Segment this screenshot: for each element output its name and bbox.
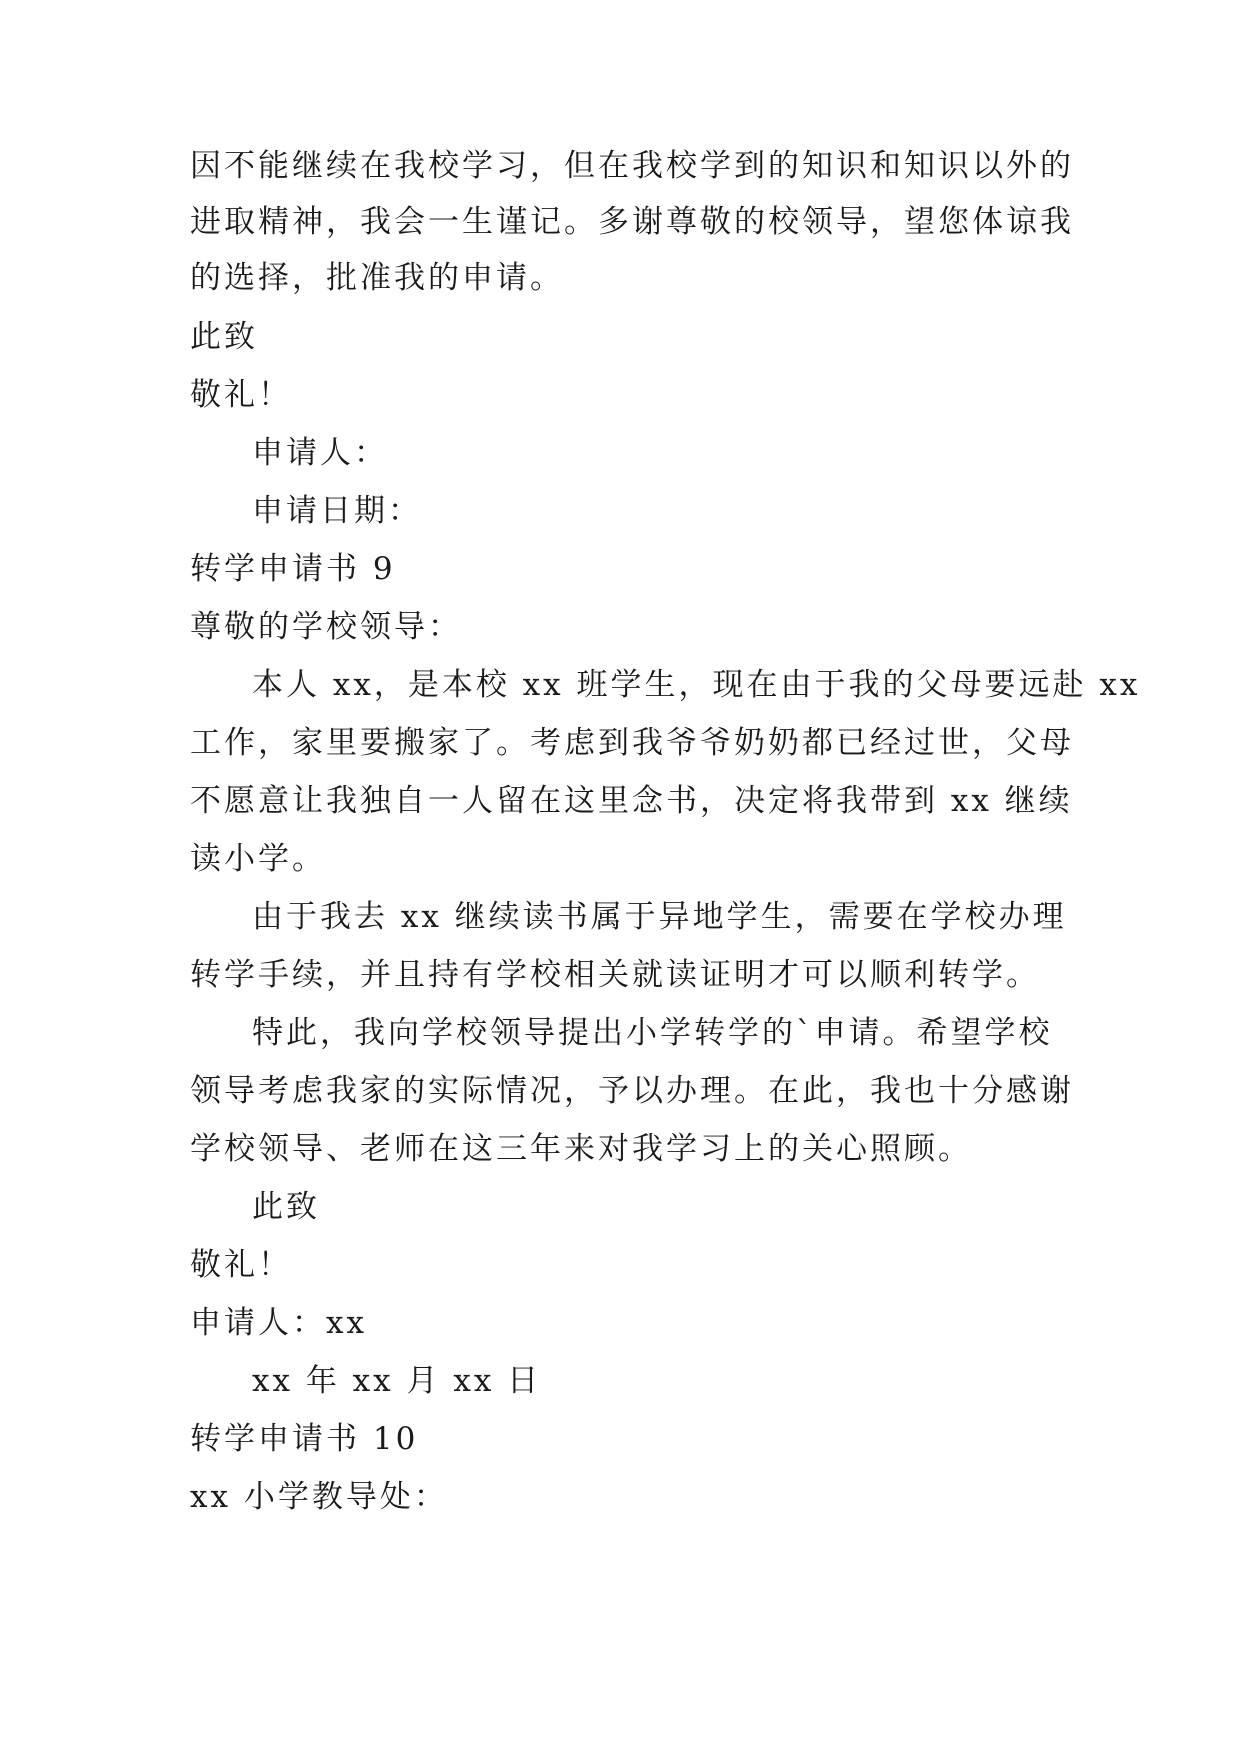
- text-line: xx 年 xx 月 xx 日: [252, 1363, 542, 1399]
- text-line: 特此，我向学校领导提出小学转学的`申请。希望学校: [252, 1015, 1053, 1051]
- text-line: 的选择，批准我的申请。: [190, 260, 564, 296]
- text-line: 读小学。: [190, 841, 326, 877]
- text-line: 进取精神，我会一生谨记。多谢尊敬的校领导，望您体谅我: [190, 204, 1074, 240]
- text-line: 尊敬的学校领导：: [190, 609, 462, 645]
- text-line: 工作，家里要搬家了。考虑到我爷爷奶奶都已经过世，父母: [190, 725, 1074, 761]
- text-line: 敬礼！: [190, 1247, 292, 1283]
- section-heading: 转学申请书 10: [190, 1421, 419, 1457]
- text-line: 此致: [252, 1189, 320, 1225]
- text-line: 申请日期：: [252, 493, 422, 529]
- text-line: 因不能继续在我校学习，但在我校学到的知识和知识以外的: [190, 148, 1074, 184]
- text-line: 领导考虑我家的实际情况，予以办理。在此，我也十分感谢: [190, 1073, 1074, 1109]
- text-line: 不愿意让我独自一人留在这里念书，决定将我带到 xx 继续: [190, 783, 1073, 819]
- text-line: 申请人：xx: [190, 1305, 367, 1341]
- text-line: 此致: [190, 319, 258, 355]
- text-line: xx 小学教导处：: [190, 1479, 448, 1515]
- section-heading: 转学申请书 9: [190, 551, 396, 587]
- text-line: 申请人：: [252, 435, 388, 471]
- text-line: 学校领导、老师在这三年来对我学习上的关心照顾。: [190, 1131, 972, 1167]
- text-line: 本人 xx，是本校 xx 班学生，现在由于我的父母要远赴 xx: [252, 667, 1141, 703]
- text-line: 敬礼！: [190, 377, 292, 413]
- text-line: 转学手续，并且持有学校相关就读证明才可以顺利转学。: [190, 957, 1040, 993]
- text-line: 由于我去 xx 继续读书属于异地学生，需要在学校办理: [252, 899, 1067, 935]
